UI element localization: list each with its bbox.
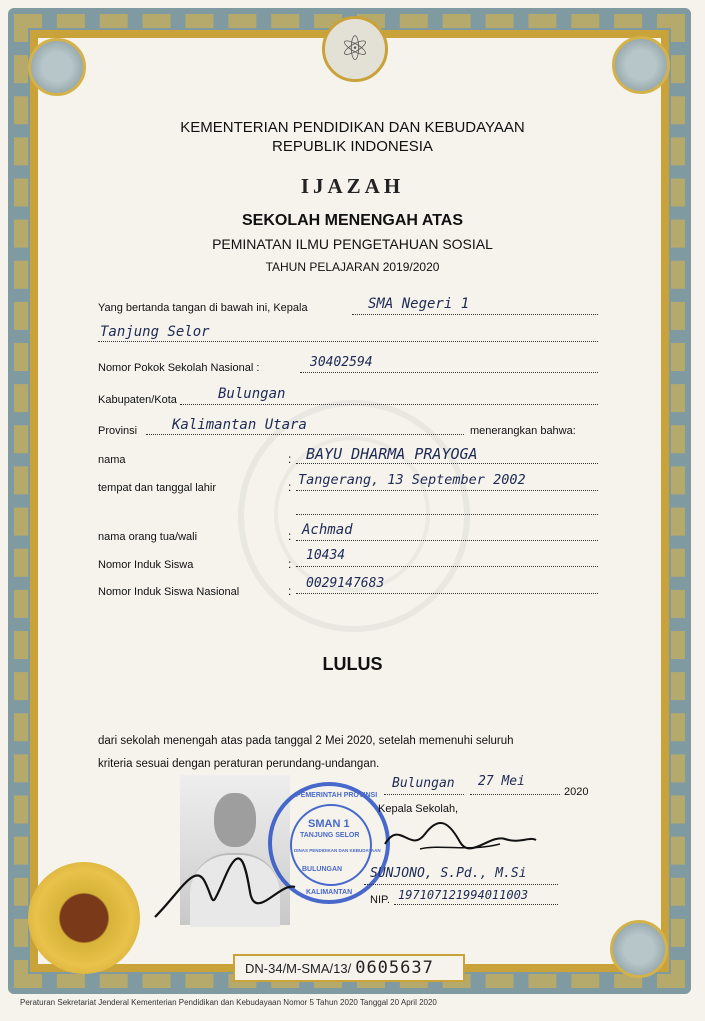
dotted-line — [296, 463, 598, 464]
dotted-line — [384, 794, 464, 795]
nis-label: Nomor Induk Siswa — [98, 559, 194, 571]
colon: : — [288, 557, 292, 571]
provinsi-value: Kalimantan Utara — [172, 417, 307, 433]
serial-number-box — [233, 954, 465, 982]
npsn-value: 30402594 — [310, 355, 373, 370]
serial-number: 0605637 — [355, 958, 434, 978]
stamp-school-text: SMAN 1 — [308, 818, 350, 830]
dotted-line — [180, 404, 598, 405]
nis-value: 10434 — [306, 548, 346, 563]
nama-value: BAYU DHARMA PRAYOGA — [306, 445, 478, 463]
kabupaten-value: Bulungan — [218, 386, 286, 402]
ortu-value: Achmad — [302, 522, 353, 538]
colon: : — [288, 529, 292, 543]
sign-year: 2020 — [564, 786, 589, 798]
dotted-line — [470, 794, 560, 795]
sign-place: Bulungan — [392, 776, 455, 791]
headmaster-name: SUNJONO, S.Pd., M.Si — [370, 866, 527, 881]
provinsi-label: Provinsi — [98, 425, 138, 437]
nip-value: 197107121994011003 — [398, 888, 529, 902]
stamp-town-text: TANJUNG SELOR — [300, 832, 360, 839]
student-signature — [150, 852, 300, 922]
dotted-line — [296, 566, 598, 567]
dotted-line — [296, 540, 598, 541]
dotted-line — [296, 490, 598, 491]
dotted-line — [364, 884, 558, 885]
garuda-emblem-icon: ⚛ — [322, 16, 388, 82]
school-name-line2: Tanjung Selor — [100, 324, 210, 340]
regulation-footer: Peraturan Sekretariat Jenderal Kementerian Pendidikan dan Kebudayaan Nomor 5 Tahun 2020 Tanggal 20 April 2020 — [20, 998, 437, 1007]
academic-year: TAHUN PELAJARAN 2019/2020 — [265, 260, 440, 274]
stamp-dinas-text: DINAS PENDIDIKAN DAN KEBUDAYAAN — [294, 848, 381, 853]
photo-face — [214, 793, 256, 847]
corner-medallion-top-left — [28, 38, 86, 96]
stamp-bottom-text: KALIMANTAN — [306, 889, 353, 896]
statement-text: dari sekolah menengah atas pada tanggal 2 Mei 2020, setelah memenuhi seluruh kriteria sesuai dengan peraturan perundang-undangan. — [98, 735, 514, 770]
dotted-line — [296, 514, 598, 515]
school-level: SEKOLAH MENENGAH ATAS — [241, 212, 464, 229]
corner-medallion-bottom-right — [610, 920, 668, 978]
document-title: IJAZAH — [300, 174, 405, 198]
kabupaten-label: Kabupaten/Kota — [98, 394, 177, 406]
colon: : — [288, 480, 292, 494]
ttl-label: tempat dan tanggal lahir — [98, 482, 217, 494]
colon: : — [288, 584, 292, 598]
headmaster-signature — [380, 814, 540, 860]
npsn-label: Nomor Pokok Sekolah Nasional : — [98, 362, 260, 374]
dotted-line — [394, 904, 558, 905]
ttl-value: Tangerang, 13 September 2002 — [298, 472, 526, 488]
dotted-line — [146, 434, 464, 435]
result-lulus: LULUS — [322, 654, 383, 674]
stamp-inner-ring — [290, 804, 372, 886]
nip-label: NIP. — [370, 894, 390, 906]
stamp-top-text: PEMERINTAH PROVINSI — [296, 792, 378, 799]
dotted-line — [296, 593, 598, 594]
sign-date: 27 Mei — [478, 774, 525, 789]
dotted-line — [98, 341, 598, 342]
ministry-heading: KEMENTERIAN PENDIDIKAN DAN KEBUDAYAAN REPUBLIK INDONESIA — [180, 119, 525, 155]
program: PEMINATAN ILMU PENGETAHUAN SOSIAL — [212, 236, 493, 252]
corner-medallion-top-right — [612, 36, 670, 94]
dotted-line — [352, 314, 598, 315]
colon: : — [288, 452, 292, 466]
embossed-gold-seal — [28, 862, 140, 974]
dotted-line — [300, 372, 598, 373]
nisn-label: Nomor Induk Siswa Nasional — [98, 586, 240, 598]
serial-prefix: DN-34/M-SMA/13/ — [245, 961, 352, 976]
nisn-value: 0029147683 — [306, 576, 385, 591]
sign-role: Kepala Sekolah, — [378, 803, 459, 815]
nama-label: nama — [98, 454, 126, 466]
intro-label: Yang bertanda tangan di bawah ini, Kepala — [98, 302, 308, 314]
menerangkan-label: menerangkan bahwa: — [470, 425, 576, 437]
stamp-regency-text: BULUNGAN — [302, 866, 343, 873]
ortu-label: nama orang tua/wali — [98, 531, 198, 543]
school-name-line1: SMA Negeri 1 — [368, 296, 470, 312]
